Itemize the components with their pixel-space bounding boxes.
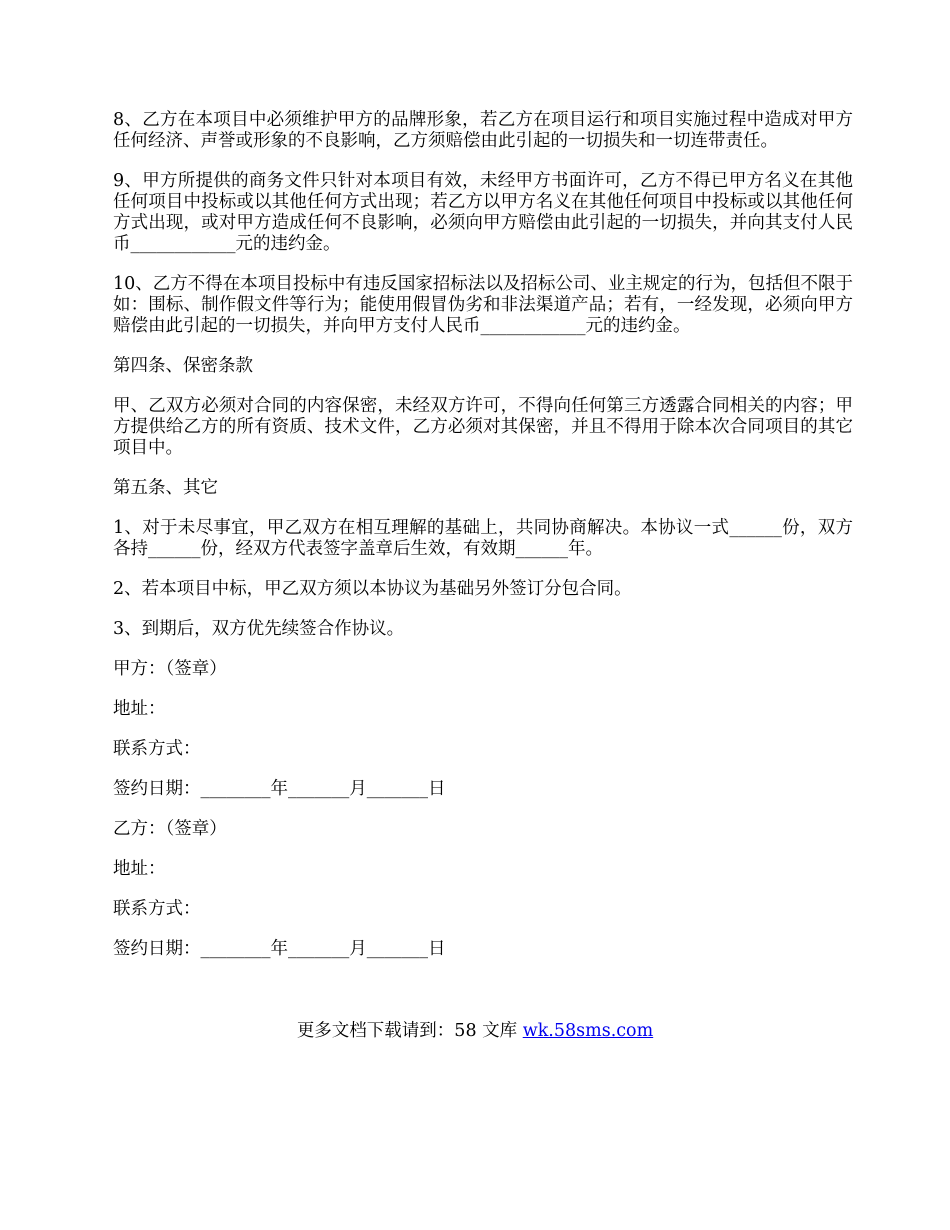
clause-10: 10、乙方不得在本项目投标中有违反国家招标法以及招标公司、业主规定的行为，包括但不限于如：围标、制作假文件等行为；能使用假冒伪劣和非法渠道产品；若有，一经发现，必须向甲方赔偿由此引起的一切损失，并向甲方支付人民币____________元的违约金。 — [113, 274, 853, 336]
party-a-contact: 联系方式： — [113, 739, 201, 759]
article-5-item-2: 2、若本项目中标，甲乙双方须以本协议为基础另外签订分包合同。 — [113, 579, 632, 599]
article-5-item-3: 3、到期后，双方优先续签合作协议。 — [113, 619, 405, 639]
party-b-address: 地址： — [113, 859, 166, 879]
footer-link[interactable]: wk.58sms.com — [522, 1021, 654, 1041]
party-a-date: 签约日期：________年_______月_______日 — [113, 779, 446, 799]
party-b-date: 签约日期：________年_______月_______日 — [113, 939, 446, 959]
clause-9: 9、甲方所提供的商务文件只针对本项目有效，未经甲方书面许可，乙方不得已甲方名义在其他任何项目中投标或以其他任何方式出现；若乙方以甲方名义在其他任何项目中投标或以其他任何方式出现，或对甲方造成任何不良影响，必须向甲方赔偿由此引起的一切损失，并向其支付人民币____________元的违约金。 — [113, 171, 853, 254]
party-a-title: 甲方：（签章） — [113, 659, 227, 679]
article-5-heading: 第五条、其它 — [113, 478, 218, 498]
party-b-contact: 联系方式： — [113, 899, 201, 919]
party-a-address: 地址： — [113, 699, 166, 719]
footer — [0, 1021, 950, 1042]
footer-text: 更多文档下载请到：58 文库 — [296, 1021, 523, 1041]
party-b-title: 乙方：（签章） — [113, 819, 227, 839]
article-4-body: 甲、乙双方必须对合同的内容保密，未经双方许可，不得向任何第三方透露合同相关的内容；甲方提供给乙方的所有资质、技术文件，乙方必须对其保密，并且不得用于除本次合同项目的其它项目中。 — [113, 396, 853, 458]
clause-8: 8、乙方在本项目中必须维护甲方的品牌形象，若乙方在项目运行和项目实施过程中造成对甲方任何经济、声誉或形象的不良影响，乙方须赔偿由此引起的一切损失和一切连带责任。 — [113, 110, 853, 151]
document-body — [113, 110, 853, 979]
article-4-heading: 第四条、保密条款 — [113, 356, 253, 376]
article-5-item-1: 1、对于未尽事宜，甲乙双方在相互理解的基础上，共同协商解决。本协议一式______份，双方各持______份，经双方代表签字盖章后生效，有效期______年。 — [113, 518, 853, 559]
